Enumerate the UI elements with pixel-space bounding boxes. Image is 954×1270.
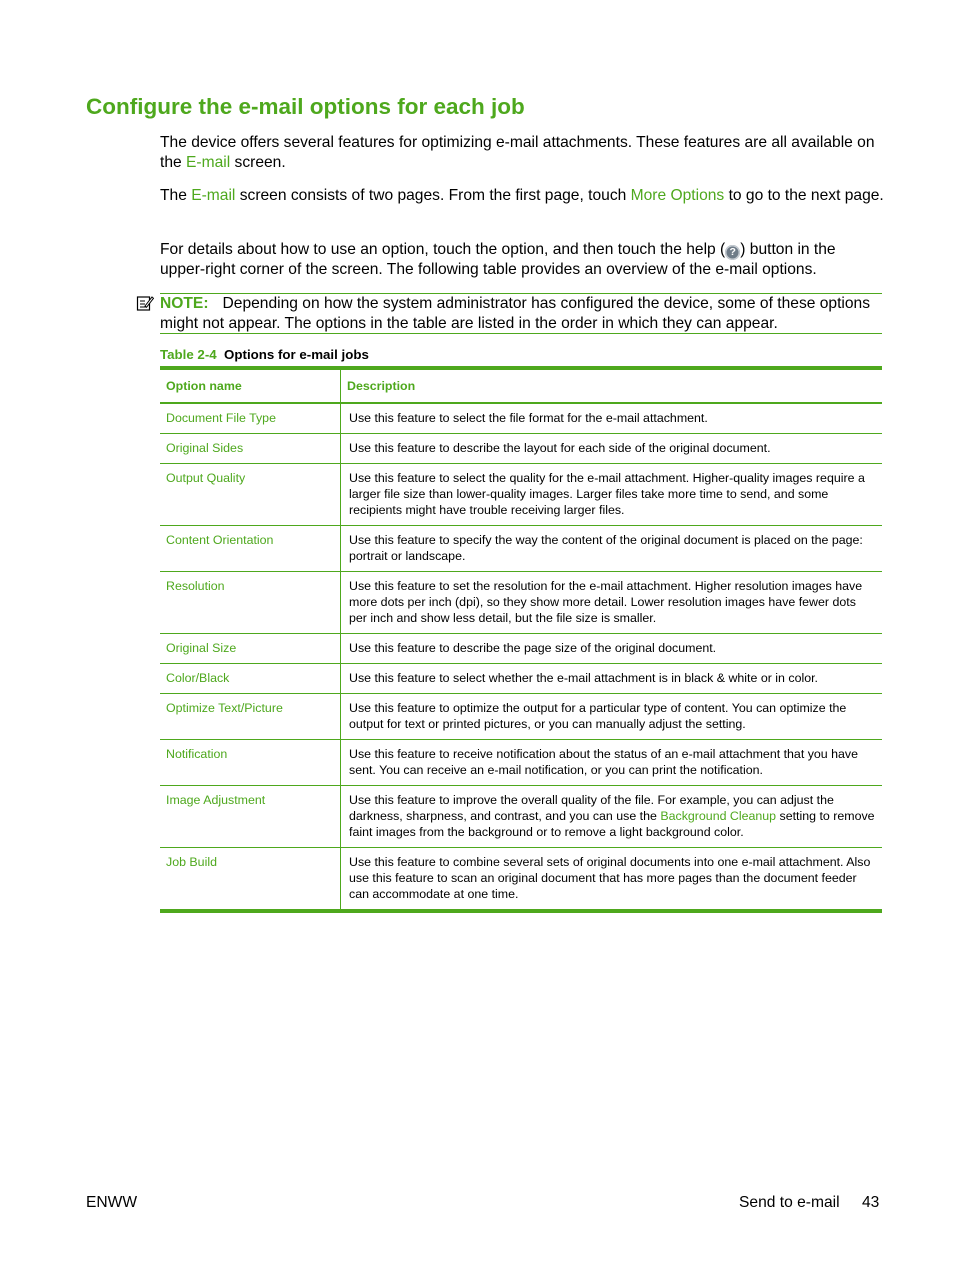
option-description: Use this feature to describe the page size of the original document.: [341, 634, 883, 664]
table-header-row: [160, 368, 882, 403]
option-name: Resolution: [160, 572, 341, 634]
option-description: Use this feature to select whether the e-mail attachment is in black & white or in color.: [341, 664, 883, 694]
help-text-2: ) button in the upper-right corner of the screen. The following table provides an overview of the e-mail options.: [160, 241, 836, 278]
option-description: Use this feature to set the resolution for the e-mail attachment. Higher resolution images have more dots per inch (dpi), so they show more detail. Lower resolution images have fewer dots per inch and show less detail, but the file size is smaller.: [341, 572, 883, 634]
table-row: [160, 434, 882, 464]
note-label: NOTE:: [160, 295, 209, 312]
note-icon: [136, 294, 154, 312]
note-box: [160, 293, 882, 334]
table-row: [160, 464, 882, 526]
description-text: setting to remove faint images from the background or to remove a light background color.: [349, 809, 875, 839]
pages-paragraph: [160, 186, 884, 206]
option-name: Optimize Text/Picture: [160, 694, 341, 740]
table-row: [160, 572, 882, 634]
page-heading: Configure the e-mail options for each job: [86, 94, 525, 119]
background-cleanup-reference: Background Cleanup: [660, 809, 777, 823]
table-row: [160, 740, 882, 786]
option-description: Use this feature to select the file format for the e-mail attachment.: [341, 403, 883, 434]
table-row: [160, 848, 882, 912]
table-number: Table 2-4: [160, 347, 217, 362]
help-icon: ?: [725, 245, 740, 260]
pages-text-2: screen consists of two pages. From the first page, touch: [235, 187, 631, 204]
option-description: Use this feature to receive notification about the status of an e-mail attachment that you have sent. You can receive an e-mail notification, or you can print the notification.: [341, 740, 883, 786]
intro-text-2: screen.: [230, 153, 286, 171]
description-text: Use this feature to improve the overall quality of the file. For example, you can adjust the darkness, sharpness, and contrast, and you can use the: [349, 793, 834, 823]
option-description: [341, 786, 883, 848]
table-title: Options for e-mail jobs: [224, 347, 369, 362]
note-paragraph: [160, 294, 882, 334]
column-header-description: Description: [341, 368, 883, 403]
table-row: [160, 634, 882, 664]
option-name: Document File Type: [160, 403, 341, 434]
email-screen-reference: E-mail: [191, 187, 236, 204]
options-table: [160, 366, 882, 913]
option-name: Original Size: [160, 634, 341, 664]
column-header-option: Option name: [160, 368, 341, 403]
option-name: Original Sides: [160, 434, 341, 464]
pages-text-3: to go to the next page.: [724, 187, 884, 204]
intro-paragraph: [160, 133, 884, 172]
option-name: Job Build: [160, 848, 341, 912]
table-caption: [160, 346, 369, 364]
pages-text-1: The: [160, 187, 192, 204]
more-options-reference: More Options: [630, 187, 725, 204]
table-row: [160, 664, 882, 694]
option-description: Use this feature to specify the way the content of the original document is placed on the page: portrait or landscape.: [341, 526, 883, 572]
page-number: 43: [862, 1194, 880, 1211]
table-row: [160, 786, 882, 848]
footer-section: Send to e-mail: [739, 1194, 840, 1211]
email-screen-reference: E-mail: [186, 153, 231, 171]
help-text-1: For details about how to use an option, touch the option, and then touch the help (: [160, 241, 726, 258]
option-name: Content Orientation: [160, 526, 341, 572]
option-description: Use this feature to combine several sets of original documents into one e-mail attachment. Also use this feature to scan an original document that has more pages than the document feeder can accommodate at one time.: [349, 855, 871, 901]
table-row: [160, 526, 882, 572]
option-name: Image Adjustment: [160, 786, 341, 848]
option-description: Use this feature to describe the layout for each side of the original document.: [341, 434, 883, 464]
help-paragraph: [160, 240, 884, 280]
table-row: [160, 403, 882, 434]
option-name: Notification: [160, 740, 341, 786]
footer-left: ENWW: [86, 1194, 138, 1211]
note-text: Depending on how the system administrator has configured the device, some of these options might not appear. The options in the table are listed in the order in which they can appear.: [160, 295, 871, 332]
option-description: Use this feature to optimize the output for a particular type of content. You can optimize the output for text or printed pictures, or you can manually adjust the setting.: [341, 694, 883, 740]
option-description: Use this feature to select the quality for the e-mail attachment. Higher-quality images require a larger file size than lower-quality images. Larger files take more time to send, and some recipients might have trouble receiving larger files.: [341, 464, 883, 526]
intro-text-1: The device offers several features for optimizing e-mail attachments. These features are all available on the: [160, 134, 875, 171]
table-row: [160, 694, 882, 740]
option-name: Color/Black: [160, 664, 341, 694]
option-name: Output Quality: [160, 464, 341, 526]
